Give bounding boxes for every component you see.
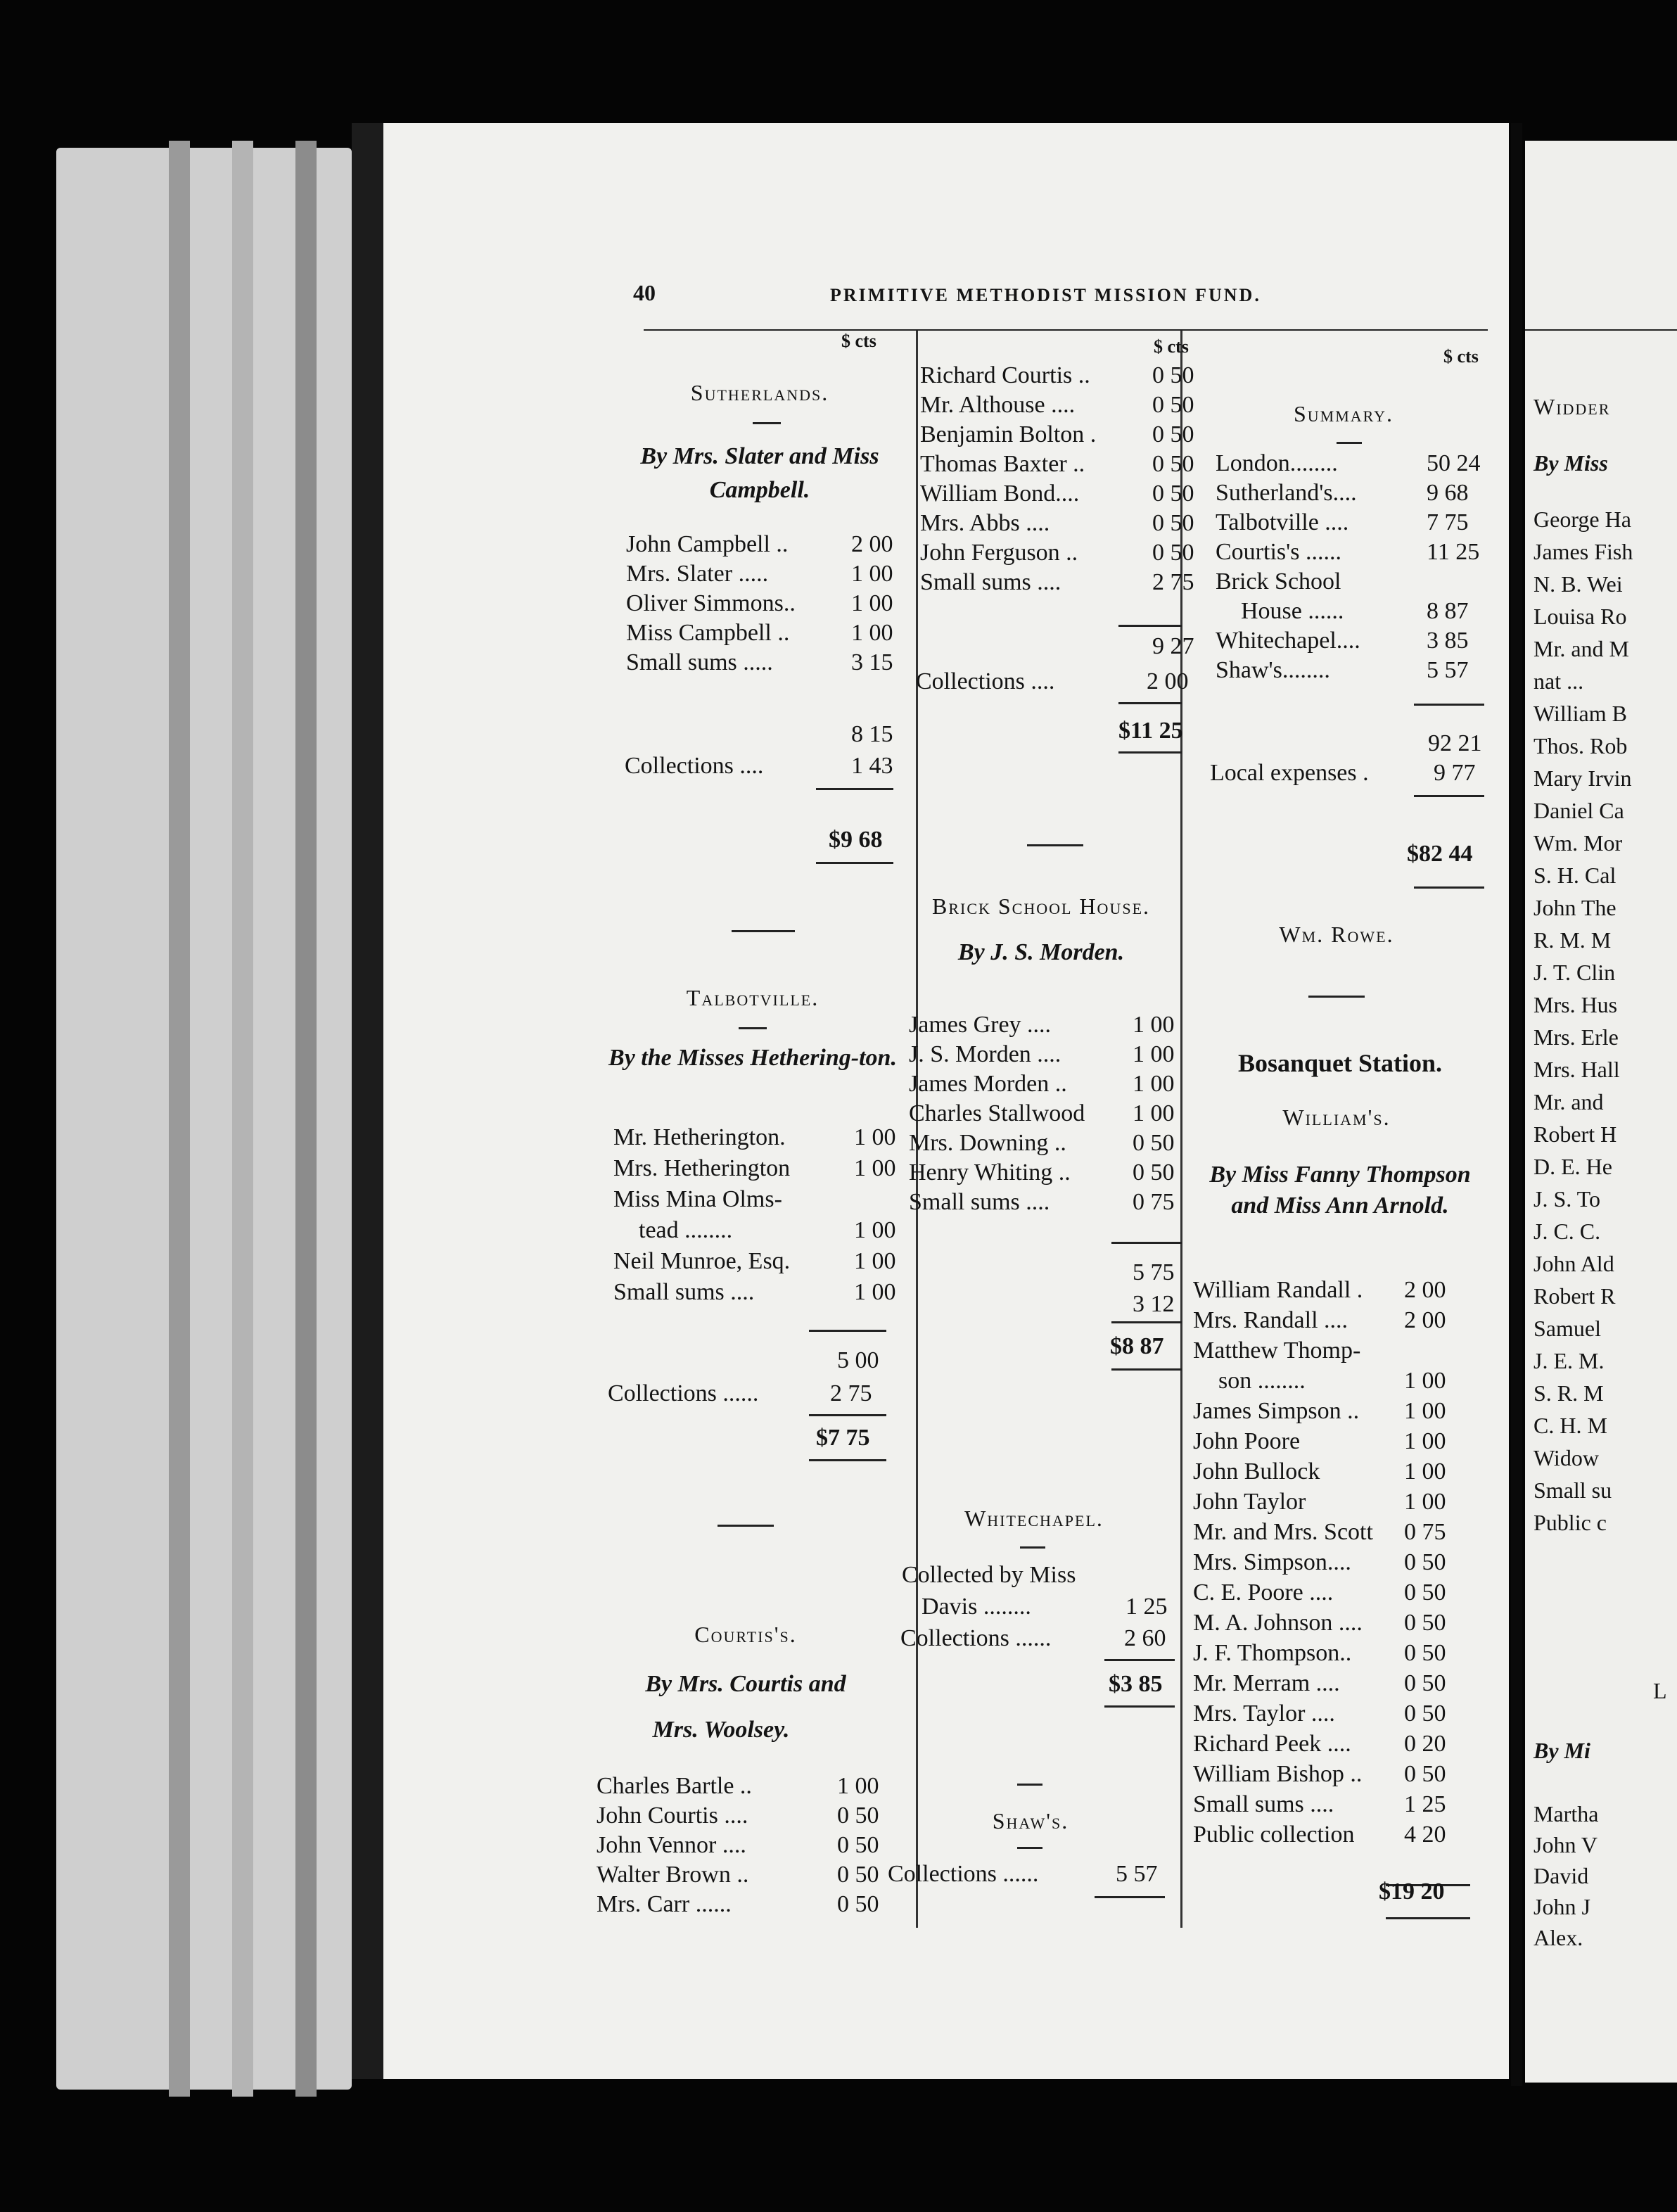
entry-row [920, 451, 1194, 478]
collections-label: Collections .... [916, 668, 1055, 694]
entry-name: C. E. Poore .... [1193, 1579, 1334, 1606]
entry-row [1193, 1368, 1481, 1394]
entry-amount: 0 50 [837, 1832, 879, 1858]
entry-name: Talbotville .... [1216, 509, 1349, 535]
separator [1020, 1546, 1045, 1549]
collections-label: Collections ...... [900, 1625, 1052, 1651]
entry-name: John Campbell .. [626, 531, 789, 557]
entry-row [1193, 1277, 1481, 1304]
entry-amount: 1 25 [1404, 1791, 1446, 1817]
collections-amount: 1 43 [851, 753, 893, 779]
section-title-brick: Brick School House. [931, 894, 1151, 919]
entry-name: J. S. Morden .... [909, 1041, 1061, 1067]
entry-amount: 1 00 [1133, 1071, 1175, 1097]
currency-header: $ cts [841, 331, 876, 351]
entry-amount: 0 50 [1152, 362, 1194, 388]
entry-name: Mrs. Downing .. [909, 1130, 1066, 1156]
entry-row [597, 1803, 906, 1829]
facing-entry: J. T. Clin [1533, 960, 1616, 985]
total-rule [1414, 795, 1484, 797]
entry-name: William Randall . [1193, 1277, 1363, 1303]
facing-entry: Mrs. Hall [1533, 1057, 1620, 1082]
entry-row [1193, 1549, 1481, 1576]
total-rule [816, 862, 893, 864]
entry-row [597, 1773, 906, 1800]
collections-amount: 2 00 [1147, 668, 1189, 694]
page-number: 40 [633, 280, 656, 305]
entry-amount: 0 50 [1404, 1579, 1446, 1606]
entry-amount: 0 50 [1133, 1130, 1175, 1156]
entry-name: Benjamin Bolton . [920, 421, 1097, 447]
entry-amount: 50 24 [1427, 450, 1481, 476]
separator [732, 930, 795, 932]
subtotal: 5 75 [1133, 1259, 1175, 1285]
entry-amount: 1 00 [1404, 1428, 1446, 1454]
entry-name: Mr. Hetherington. [613, 1124, 786, 1150]
entry-name: House ...... [1241, 598, 1344, 624]
facing-entry: James Fish [1533, 539, 1633, 564]
entry-row [1193, 1489, 1481, 1515]
entry-row [1193, 1670, 1481, 1697]
facing-entry: N. B. Wei [1533, 571, 1623, 597]
entry-amount: 0 50 [1404, 1670, 1446, 1696]
entry-name: John Vennor .... [597, 1832, 746, 1858]
entry-name: Small sums .... [920, 569, 1061, 595]
entry-amount: 0 20 [1404, 1731, 1446, 1757]
book-gutter [1511, 123, 1522, 2086]
entry-amount: 7 75 [1427, 509, 1469, 535]
entry-row [920, 362, 1194, 389]
collections-label: Collections ...... [608, 1380, 759, 1406]
entry-name: John Taylor [1193, 1489, 1306, 1515]
facing-entry: Mary Irvin [1533, 765, 1632, 791]
entry-amount: 0 50 [837, 1891, 879, 1917]
entry-row [909, 1041, 1183, 1068]
entry-name: Miss Mina Olms- [613, 1186, 782, 1212]
total-rule [1095, 1896, 1165, 1898]
facing-section-title: Widder [1533, 394, 1611, 419]
total-rule [1111, 1368, 1182, 1371]
facing-page [1525, 141, 1677, 2083]
entry-amount: 1 00 [851, 620, 893, 646]
entry-name: tead ........ [639, 1217, 733, 1243]
entry-row [1193, 1610, 1481, 1636]
separator [1017, 1847, 1042, 1849]
total-rule [1414, 886, 1484, 889]
column-3 [1193, 331, 1491, 1935]
subtotal: 8 15 [851, 721, 893, 747]
entry-amount: 3 85 [1427, 628, 1469, 654]
entry-row [920, 540, 1194, 566]
facing-entry: S. H. Cal [1533, 863, 1617, 888]
section-total: $7 75 [816, 1425, 870, 1451]
entry-name: Neil Munroe, Esq. [613, 1248, 791, 1274]
local-expenses-label: Local expenses . [1210, 760, 1369, 786]
entry-amount: 1 00 [1404, 1458, 1446, 1485]
whitechapel-line: Davis ........ [922, 1594, 1031, 1620]
entry-name: James Grey .... [909, 1012, 1052, 1038]
entry-row [597, 1862, 906, 1888]
entry-name: Small sums ..... [626, 649, 773, 675]
entry-name: Mr. Merram .... [1193, 1670, 1340, 1696]
facing-entry: Samuel [1533, 1316, 1601, 1341]
total-rule [1104, 1705, 1175, 1708]
total-rule [1118, 702, 1182, 704]
total-rule [1104, 1659, 1175, 1661]
running-title: PRIMITIVE METHODIST MISSION FUND. [830, 285, 1261, 305]
entry-name: Mrs. Slater ..... [626, 561, 769, 587]
entry-amount: 0 50 [1152, 510, 1194, 536]
total-rule [816, 788, 893, 790]
entry-row [909, 1100, 1183, 1127]
entry-row [920, 421, 1194, 448]
entry-name: James Simpson .. [1193, 1398, 1360, 1424]
entry-name: John Ferguson .. [920, 540, 1078, 566]
entry-amount: 9 68 [1427, 480, 1469, 506]
entry-amount: 0 50 [1404, 1761, 1446, 1787]
entry-row [613, 1155, 909, 1182]
entry-amount: 2 00 [851, 531, 893, 557]
facing-entry: John J [1533, 1894, 1590, 1919]
entry-amount: 0 50 [1152, 451, 1194, 477]
entry-row [1193, 1701, 1481, 1727]
entry-name: Mrs. Simpson.... [1193, 1549, 1351, 1575]
entry-name: Courtis's ...... [1216, 539, 1341, 565]
entry-amount: 1 00 [1404, 1398, 1446, 1424]
section-title-courtis: Courtis's. [694, 1622, 797, 1647]
section-total: $8 87 [1110, 1333, 1164, 1359]
entry-name: Mr. Althouse .... [920, 392, 1076, 418]
separator [753, 422, 781, 424]
entry-name: son ........ [1218, 1368, 1306, 1394]
entry-amount: 1 00 [1133, 1041, 1175, 1067]
collector-line: By Mrs. Courtis and [645, 1671, 846, 1697]
entry-name: J. F. Thompson.. [1193, 1640, 1352, 1666]
subtotal: 92 21 [1428, 730, 1482, 756]
entry-name: Richard Courtis .. [920, 362, 1090, 388]
total-rule [1118, 625, 1182, 627]
entry-amount: 1 00 [854, 1217, 896, 1243]
facing-entry: nat ... [1533, 668, 1584, 694]
entry-row [626, 561, 914, 587]
total-rule [809, 1459, 886, 1461]
currency-header: $ cts [1154, 336, 1189, 357]
subtotal: 5 00 [837, 1347, 879, 1373]
total-rule [1386, 1917, 1470, 1919]
facing-entry: Public c [1533, 1510, 1607, 1535]
entry-amount: 0 50 [1404, 1640, 1446, 1666]
entry-amount: 1 00 [854, 1124, 896, 1150]
entry-row [1216, 480, 1491, 507]
facing-entry: Alex. [1533, 1925, 1583, 1950]
entry-amount: 1 00 [854, 1248, 896, 1274]
section-title-wm-rowe: Wm. Rowe. [1279, 922, 1394, 947]
facing-entry: John The [1533, 895, 1617, 920]
entry-amount: 1 25 [1126, 1594, 1168, 1620]
entry-row [613, 1124, 909, 1151]
entry-name: Miss Campbell .. [626, 620, 790, 646]
entry-name: James Morden .. [909, 1071, 1067, 1097]
entry-amount: 5 57 [1427, 657, 1469, 683]
entry-row [1193, 1458, 1481, 1485]
entry-amount: 1 00 [854, 1155, 896, 1181]
entry-amount: 1 00 [854, 1279, 896, 1305]
entry-amount: 0 50 [1152, 540, 1194, 566]
entry-name: Mr. and Mrs. Scott [1193, 1519, 1373, 1545]
entry-name: Charles Stallwood [909, 1100, 1085, 1126]
entry-row [613, 1186, 909, 1213]
facing-entry: Robert H [1533, 1121, 1617, 1147]
entry-amount: 1 00 [1404, 1368, 1446, 1394]
entry-row [1193, 1640, 1481, 1667]
facing-entry: Mrs. Hus [1533, 992, 1618, 1017]
column-1 [597, 331, 914, 1935]
entry-amount: 1 00 [837, 1773, 879, 1799]
entry-name: Mrs. Randall .... [1193, 1307, 1348, 1333]
collections-label: Collections .... [625, 753, 764, 779]
entry-name: John Bullock [1193, 1458, 1320, 1485]
entry-row [1193, 1761, 1481, 1788]
page-shadow [352, 123, 385, 2079]
entry-row [1193, 1579, 1481, 1606]
collector-line: Mrs. Woolsey. [652, 1717, 790, 1743]
facing-entry: Widow [1533, 1445, 1599, 1470]
section-total: $9 68 [829, 827, 883, 853]
facing-entry: Mr. and M [1533, 636, 1629, 661]
entry-row [1193, 1307, 1481, 1334]
entry-row [909, 1159, 1183, 1186]
entry-amount: 11 25 [1427, 539, 1480, 565]
facing-entry: Mrs. Erle [1533, 1024, 1619, 1050]
entry-name: Brick School [1216, 568, 1341, 595]
entry-amount: 2 00 [1404, 1277, 1446, 1303]
total-rule [1414, 704, 1484, 706]
facing-entry: Louisa Ro [1533, 604, 1627, 629]
entry-row [626, 649, 914, 676]
entry-name: Oliver Simmons.. [626, 590, 796, 616]
facing-entry: David [1533, 1863, 1589, 1888]
entry-row [1216, 509, 1491, 536]
facing-entry: John Ald [1533, 1251, 1614, 1276]
page-edge [169, 141, 190, 2097]
entry-amount: 0 75 [1404, 1519, 1446, 1545]
entry-row [1193, 1337, 1481, 1364]
entry-name: M. A. Johnson .... [1193, 1610, 1363, 1636]
facing-entry: C. H. M [1533, 1413, 1607, 1438]
entry-row [909, 1189, 1183, 1216]
page-edge [295, 141, 317, 2097]
subtotal: 3 12 [1133, 1291, 1175, 1317]
entry-row [626, 531, 914, 558]
facing-entry: J. S. To [1533, 1186, 1600, 1212]
facing-entry: Mr. and [1533, 1089, 1604, 1114]
separator [1027, 844, 1083, 846]
separator [1017, 1784, 1042, 1786]
entry-name: Small sums .... [1193, 1791, 1334, 1817]
entry-amount: 1 00 [1404, 1489, 1446, 1515]
section-total: $19 20 [1379, 1879, 1445, 1905]
total-rule [1118, 751, 1182, 754]
separator [739, 1027, 767, 1029]
entry-amount: 0 50 [1404, 1549, 1446, 1575]
entry-amount: 1 00 [851, 561, 893, 587]
entry-amount: 0 50 [1404, 1610, 1446, 1636]
collector-line: By the Misses Hethering-ton. [608, 1045, 897, 1071]
subtotal: 9 27 [1152, 633, 1194, 659]
entry-name: Mrs. Taylor .... [1193, 1701, 1335, 1727]
total-rule [809, 1330, 886, 1332]
entry-row [1193, 1822, 1481, 1848]
entry-row [920, 392, 1194, 419]
section-title-summary: Summary. [1293, 401, 1394, 426]
section-total: $11 25 [1118, 718, 1183, 744]
entry-name: Whitechapel.... [1216, 628, 1360, 654]
entry-name: Sutherland's.... [1216, 480, 1357, 506]
separator [718, 1525, 774, 1527]
separator [1337, 442, 1362, 444]
entry-name: Mrs. Abbs .... [920, 510, 1050, 536]
total-rule [1111, 1321, 1182, 1323]
entry-row [613, 1248, 909, 1275]
entry-amount: 0 50 [1133, 1159, 1175, 1186]
section-title-whitechapel: Whitechapel. [964, 1506, 1104, 1531]
local-expenses-amount: 9 77 [1434, 760, 1476, 786]
facing-entry: Robert R [1533, 1283, 1616, 1309]
facing-entry: Small su [1533, 1477, 1612, 1503]
facing-entry: Daniel Ca [1533, 798, 1624, 823]
entry-name: Mrs. Hetherington [613, 1155, 791, 1181]
entry-amount: 2 00 [1404, 1307, 1446, 1333]
entry-amount: 0 75 [1133, 1189, 1175, 1215]
collections-amount: 2 60 [1124, 1625, 1166, 1651]
entry-row [1216, 657, 1491, 684]
entry-row [1216, 568, 1491, 595]
entry-amount: 0 50 [1404, 1701, 1446, 1727]
facing-entry: Wm. Mor [1533, 830, 1623, 856]
separator [1308, 996, 1365, 998]
facing-entry: J. C. C. [1533, 1219, 1601, 1244]
entry-name: William Bond.... [920, 481, 1080, 507]
section-title-shaws: Shaw's. [992, 1808, 1069, 1833]
entry-row [1216, 450, 1491, 477]
facing-entry: Thos. Rob [1533, 733, 1628, 758]
header-rule [1525, 329, 1677, 331]
collector-line: By Miss Fanny Thompson and Miss Ann Arnold. [1209, 1162, 1471, 1219]
facing-entry: J. E. M. [1533, 1348, 1605, 1373]
entry-name: Richard Peek .... [1193, 1731, 1351, 1757]
entry-row [1216, 598, 1491, 625]
entry-row [920, 510, 1194, 537]
entry-amount: 2 75 [1152, 569, 1194, 595]
facing-entry: R. M. M [1533, 927, 1612, 953]
whitechapel-line: Collected by Miss [902, 1562, 1076, 1588]
facing-entry: John V [1533, 1832, 1598, 1857]
entry-amount: 1 00 [1133, 1012, 1175, 1038]
section-total: $3 85 [1109, 1671, 1163, 1697]
facing-entry: Martha [1533, 1801, 1599, 1826]
total-rule [1111, 1242, 1182, 1244]
entry-name: John Courtis .... [597, 1803, 748, 1829]
collector-line: By J. S. Morden. [957, 939, 1125, 965]
entry-amount: 8 87 [1427, 598, 1469, 624]
section-title-sutherlands: Sutherlands. [690, 380, 829, 405]
entry-row [909, 1012, 1183, 1038]
entry-amount: 1 00 [1133, 1100, 1175, 1126]
station-title: Bosanquet Station. [1237, 1049, 1443, 1077]
entry-name: Henry Whiting .. [909, 1159, 1071, 1186]
entry-name: Thomas Baxter .. [920, 451, 1085, 477]
entry-amount: 3 15 [851, 649, 893, 675]
entry-row [613, 1217, 909, 1244]
column-2 [888, 331, 1194, 1935]
entry-name: Mrs. Carr ...... [597, 1891, 732, 1917]
entry-amount: 0 50 [1152, 481, 1194, 507]
entry-row [1193, 1428, 1481, 1455]
entry-row [626, 590, 914, 617]
entry-row [1216, 539, 1491, 566]
currency-header: $ cts [1443, 346, 1479, 367]
entry-row [1216, 628, 1491, 654]
facing-collector-line: By Mi [1533, 1738, 1590, 1763]
total-rule [809, 1414, 886, 1416]
entry-row [1193, 1791, 1481, 1818]
entry-name: Small sums .... [613, 1279, 755, 1305]
facing-section-title: L [1653, 1678, 1669, 1703]
entry-row [909, 1130, 1183, 1157]
collections-amount: 5 57 [1116, 1861, 1158, 1887]
page-edge [232, 141, 253, 2097]
entry-amount: 0 50 [1152, 421, 1194, 447]
entry-name: Public collection [1193, 1822, 1355, 1848]
entry-row [597, 1832, 906, 1859]
entry-name: Charles Bartle .. [597, 1773, 752, 1799]
entry-name: Shaw's........ [1216, 657, 1330, 683]
facing-entry: D. E. He [1533, 1154, 1612, 1179]
section-title-talbotville: Talbotville. [686, 985, 820, 1010]
entry-amount: 4 20 [1404, 1822, 1446, 1848]
entry-amount: 0 50 [837, 1862, 879, 1888]
entry-row [909, 1071, 1183, 1098]
entry-name: London........ [1216, 450, 1338, 476]
collector-line: By Mrs. Slater and Miss Campbell. [640, 443, 879, 503]
entry-name: William Bishop .. [1193, 1761, 1363, 1787]
collections-amount: 2 75 [830, 1380, 872, 1406]
entry-amount: 0 50 [837, 1803, 879, 1829]
entry-row [920, 569, 1194, 596]
section-title-williams: William's. [1282, 1105, 1391, 1130]
entry-row [1193, 1731, 1481, 1757]
entry-row [920, 481, 1194, 507]
facing-entry: S. R. M [1533, 1380, 1604, 1406]
section-total: $82 44 [1407, 841, 1473, 867]
collections-label: Collections ...... [888, 1861, 1039, 1887]
entry-name: Small sums .... [909, 1189, 1050, 1215]
entry-amount: 0 50 [1152, 392, 1194, 418]
facing-entry: William B [1533, 701, 1627, 726]
entry-row [1193, 1398, 1481, 1425]
entry-amount: 1 00 [851, 590, 893, 616]
entry-row [597, 1891, 906, 1918]
entry-name: Walter Brown .. [597, 1862, 749, 1888]
entry-name: John Poore [1193, 1428, 1301, 1454]
facing-collector-line: By Miss [1533, 450, 1608, 476]
entry-name: Matthew Thomp- [1193, 1337, 1361, 1364]
entry-row [626, 620, 914, 647]
facing-entry: George Ha [1533, 507, 1631, 532]
entry-row [1193, 1519, 1481, 1546]
entry-row [613, 1279, 909, 1306]
